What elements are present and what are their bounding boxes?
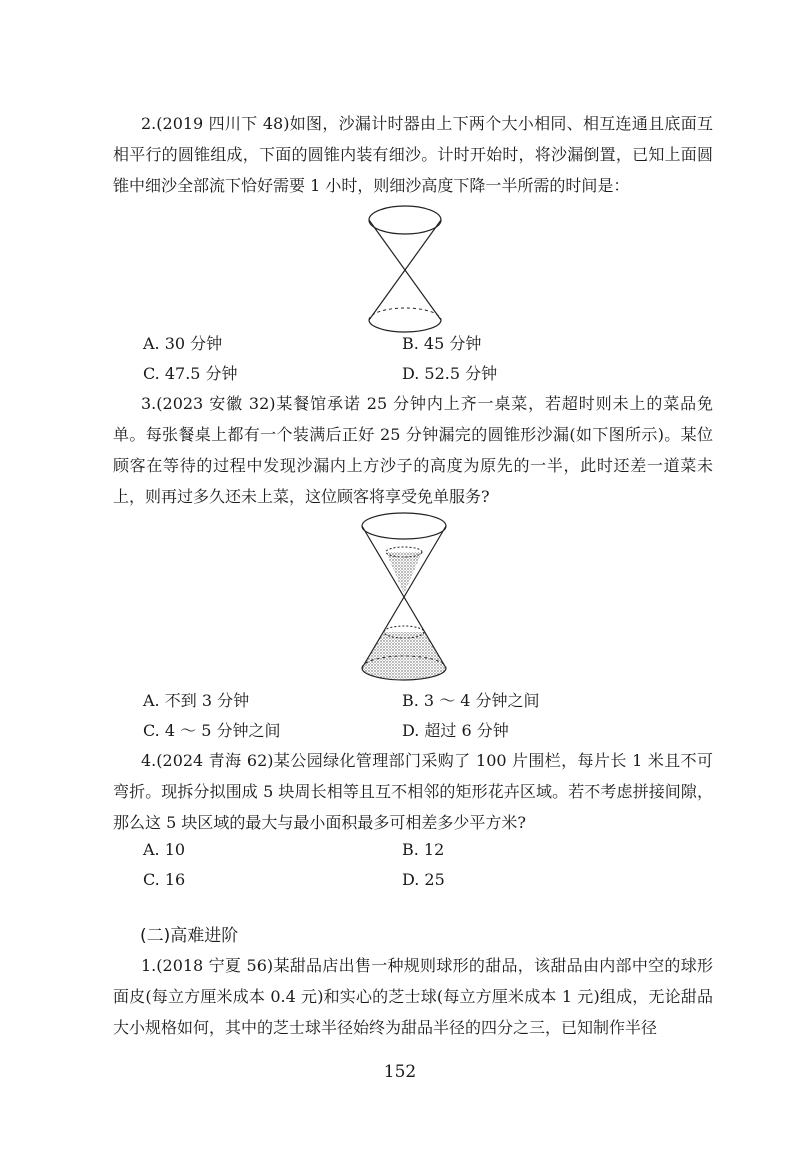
option-2c: C. 47.5 分钟: [143, 364, 238, 383]
hourglass-figure-1: [360, 200, 450, 340]
option-3c: C. 4 ～ 5 分钟之间: [143, 721, 281, 740]
option-2b: B. 45 分钟: [402, 334, 482, 353]
option-3a: A. 不到 3 分钟: [143, 691, 250, 710]
option-2a: A. 30 分钟: [143, 334, 223, 353]
hourglass-figure-2: [356, 508, 452, 688]
option-4a: A. 10: [143, 840, 186, 859]
page-number: 152: [383, 1062, 417, 1082]
option-3d: D. 超过 6 分钟: [402, 721, 509, 740]
advanced-problem-1-text: 1.(2018 宁夏 56)某甜品店出售一种规则球形的甜品，该甜品由内部中空的球形面皮(每立方厘米成本 0.4 元)和实心的芝士球(每立方厘米成本 1 元)组成，无论甜品大小规格如何，其中的芝士球半径始终为甜品半径的四分之三，已知制作半径: [113, 956, 713, 1037]
section-title: (二)高难进阶: [140, 926, 239, 946]
option-4d: D. 25: [402, 870, 445, 889]
option-2d: D. 52.5 分钟: [402, 364, 498, 383]
option-4c: C. 16: [143, 870, 186, 889]
problem-2-text: 2.(2019 四川下 48)如图，沙漏计时器由上下两个大小相同、相互连通且底面互相平行的圆锥组成，下面的圆锥内装有细沙。计时开始时，将沙漏倒置，已知上面圆锥中细沙全部流下恰好需要 1 小时，则细沙高度下降一半所需的时间是：: [113, 114, 713, 195]
option-4b: B. 12: [402, 840, 445, 859]
problem-4-text: 4.(2024 青海 62)某公园绿化管理部门采购了 100 片围栏，每片长 1 米且不可弯折。现拆分拟围成 5 块周长相等且互不相邻的矩形花卉区域。若不考虑拼接间隙，那么这 5 块区域的最大与最小面积最多可相差多少平方米?: [113, 751, 713, 832]
problem-3-text: 3.(2023 安徽 32)某餐馆承诺 25 分钟内上齐一桌菜，若超时则未上的菜品免单。每张餐桌上都有一个装满后正好 25 分钟漏完的圆锥形沙漏(如下图所示)。某位顾客在等待的过程中发现沙漏内上方沙子的高度为原先的一半，此时还差一道菜未上，则再过多久还未上菜，这位顾客将享受免单服务?: [113, 394, 713, 506]
option-3b: B. 3 ～ 4 分钟之间: [402, 691, 540, 710]
